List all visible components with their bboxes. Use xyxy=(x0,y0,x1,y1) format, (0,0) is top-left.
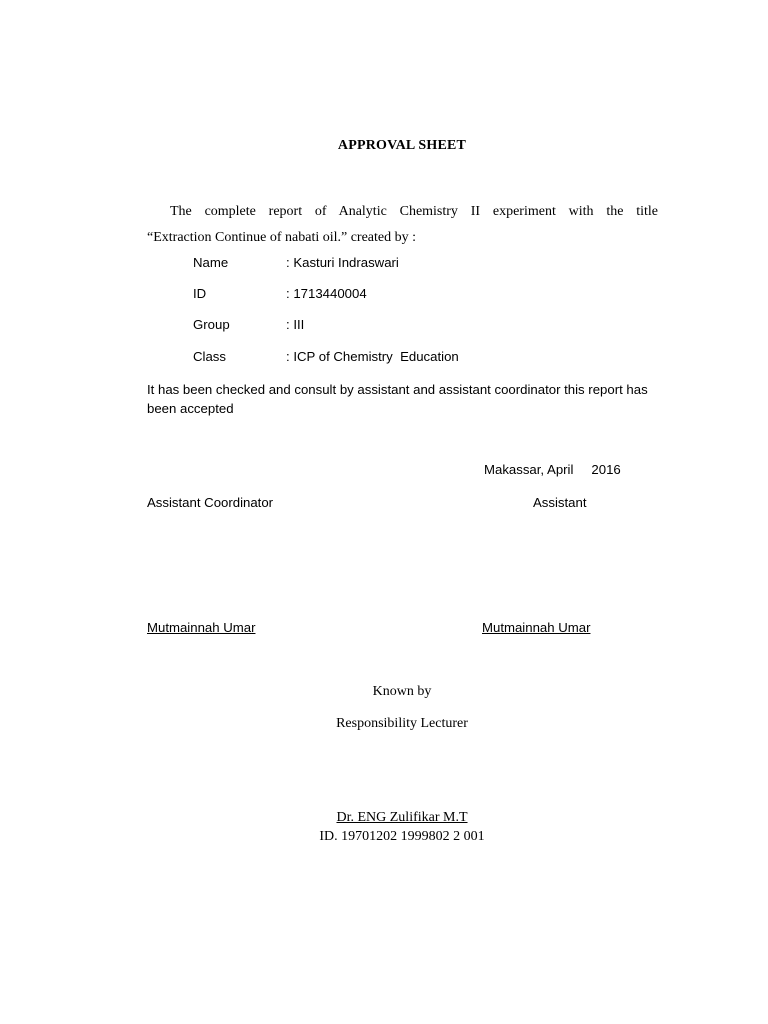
lecturer-name: Dr. ENG Zulifikar M.T xyxy=(336,810,468,825)
id-label: ID xyxy=(193,286,207,301)
name-label: Name xyxy=(193,255,229,270)
year: 2016 xyxy=(591,462,621,477)
assistant-name: Mutmainnah Umar xyxy=(482,620,591,635)
intro-paragraph-line-1: The complete report of Analytic Chemistry II experiment with the title xyxy=(170,204,658,219)
place-month: Makassar, April xyxy=(484,462,574,477)
lecturer-name-line xyxy=(0,810,768,826)
known-by-label: Known by xyxy=(372,684,432,699)
class-label: Class xyxy=(193,349,226,364)
assistant-coordinator-name: Mutmainnah Umar xyxy=(147,620,256,635)
intro-paragraph-line-2: “Extraction Continue of nabati oil.” created by : xyxy=(147,230,417,245)
class-value: : ICP of Chemistry Education xyxy=(286,349,459,364)
place-date xyxy=(484,462,621,477)
assistant-coordinator-role: Assistant Coordinator xyxy=(147,495,274,510)
assistant-role: Assistant xyxy=(533,495,587,510)
lecturer-id: ID. 19701202 1999802 2 001 xyxy=(319,829,485,844)
id-value: : 1713440004 xyxy=(286,286,367,301)
lecturer-role: Responsibility Lecturer xyxy=(336,716,468,731)
group-value: : III xyxy=(286,317,305,332)
group-label: Group xyxy=(193,317,230,332)
name-value: : Kasturi Indraswari xyxy=(286,255,399,270)
document-title: APPROVAL SHEET xyxy=(337,138,467,153)
approval-statement: It has been checked and consult by assistant and assistant coordinator this report has been accepted xyxy=(147,382,648,416)
